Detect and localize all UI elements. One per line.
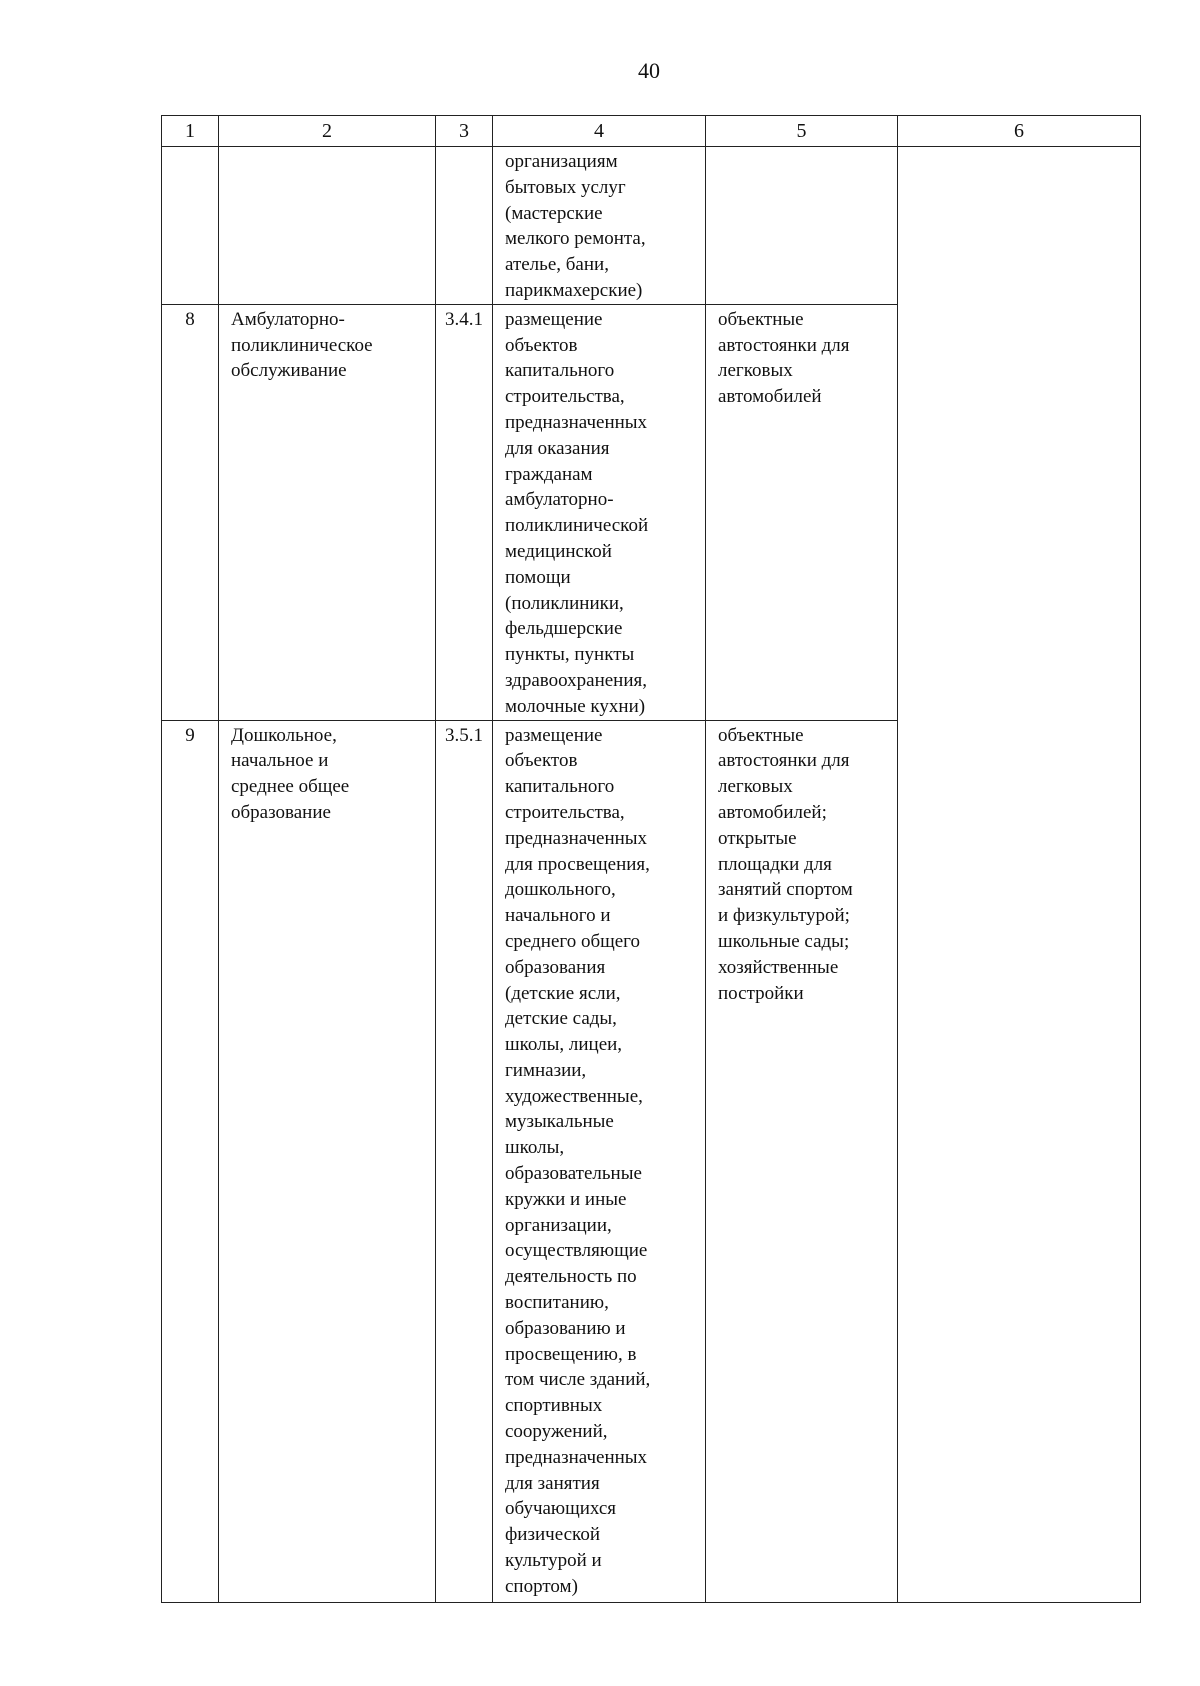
desc-line: образовательные	[505, 1163, 642, 1185]
desc-line: среднего общего	[505, 930, 641, 952]
desc-line: музыкальные	[505, 1111, 614, 1133]
desc-line: здравоохранения,	[505, 669, 647, 691]
desc-line: кружки и иные	[505, 1188, 627, 1210]
header-cell-1: 1	[162, 116, 219, 147]
desc-line: гражданам	[505, 463, 593, 485]
desc-line: бытовых услуг	[505, 176, 626, 198]
name-line: Дошкольное,	[231, 724, 337, 746]
desc-line: предназначенных	[505, 1446, 648, 1468]
desc-line: осуществляющие	[505, 1240, 648, 1262]
desc-line: предназначенных	[505, 411, 648, 433]
row-auxiliary-use	[706, 720, 898, 1602]
header-cell-3: 3	[436, 116, 493, 147]
desc-line: спортивных	[505, 1395, 603, 1417]
row-description	[493, 304, 706, 720]
name-line: Амбулаторно-	[231, 308, 345, 330]
desc-line: помощи	[505, 566, 571, 588]
aux-line: легковых	[718, 360, 793, 382]
header-cell-4: 4	[493, 116, 706, 147]
desc-line: школы,	[505, 1137, 565, 1159]
desc-line: обучающихся	[505, 1498, 617, 1520]
aux-line: объектные	[718, 308, 804, 330]
row-name	[219, 720, 436, 1602]
aux-line: легковых	[718, 776, 793, 798]
desc-line: для просвещения,	[505, 853, 650, 875]
desc-line: (мастерские	[505, 202, 603, 224]
desc-line: для оказания	[505, 437, 610, 459]
aux-line: автомобилей;	[718, 801, 827, 823]
header-cell-6: 6	[898, 116, 1141, 147]
desc-line: (детские ясли,	[505, 982, 621, 1004]
name-line: поликлиническое	[231, 334, 373, 356]
desc-line: парикмахерские)	[505, 279, 643, 301]
aux-line: хозяйственные	[718, 956, 839, 978]
desc-line: деятельность по	[505, 1266, 637, 1288]
name-line: среднее общее	[231, 776, 350, 798]
desc-line: фельдшерские	[505, 618, 623, 640]
aux-line: автостоянки для	[718, 750, 850, 772]
name-line: обслуживание	[231, 360, 347, 382]
desc-line: капитального	[505, 776, 615, 798]
cell-continuation-desc	[493, 147, 706, 305]
row-name	[219, 304, 436, 720]
name-line: начальное и	[231, 750, 329, 772]
desc-line: школы, лицеи,	[505, 1034, 623, 1056]
aux-line: школьные сады;	[718, 930, 850, 952]
aux-line: постройки	[718, 982, 804, 1004]
desc-line: для занятия	[505, 1472, 600, 1494]
aux-line: занятий спортом	[718, 879, 853, 901]
table-row-continuation	[162, 147, 1141, 305]
desc-line: просвещению, в	[505, 1343, 637, 1365]
row-code: 3.4.1	[436, 304, 493, 720]
page-number: 40	[638, 58, 660, 83]
aux-line: открытые	[718, 827, 797, 849]
aux-line: автомобилей	[718, 386, 822, 408]
desc-line: поликлинической	[505, 515, 649, 537]
desc-line: спортом)	[505, 1575, 578, 1597]
desc-line: капитального	[505, 360, 615, 382]
desc-line: объектов	[505, 334, 578, 356]
desc-line: пункты, пункты	[505, 644, 635, 666]
desc-line: начального и	[505, 905, 611, 927]
desc-line: (поликлиники,	[505, 592, 624, 614]
desc-line: медицинской	[505, 540, 612, 562]
row-number: 9	[162, 720, 219, 1602]
desc-line: физической	[505, 1524, 600, 1546]
table-header-row	[162, 116, 1141, 147]
desc-line: организации,	[505, 1214, 612, 1236]
desc-line: образования	[505, 956, 606, 978]
cell-col6-merged	[898, 147, 1141, 1603]
cell-continuation-name	[219, 147, 436, 305]
desc-line: художественные,	[505, 1085, 643, 1107]
aux-line: автостоянки для	[718, 334, 850, 356]
row-number: 8	[162, 304, 219, 720]
desc-line: мелкого ремонта,	[505, 228, 646, 250]
row-description	[493, 720, 706, 1602]
desc-line: молочные кухни)	[505, 695, 646, 717]
name-line: образование	[231, 801, 331, 823]
desc-line: строительства,	[505, 386, 625, 408]
desc-line: амбулаторно-	[505, 489, 614, 511]
cell-continuation-code	[436, 147, 493, 305]
desc-line: образованию и	[505, 1317, 626, 1339]
desc-line: культурой и	[505, 1550, 602, 1572]
desc-line: размещение	[505, 308, 603, 330]
desc-line: гимназии,	[505, 1059, 587, 1081]
desc-line: сооружений,	[505, 1421, 608, 1443]
desc-line: ателье, бани,	[505, 254, 609, 276]
cell-continuation-aux	[706, 147, 898, 305]
desc-line: организациям	[505, 151, 618, 172]
header-cell-2: 2	[219, 116, 436, 147]
desc-line: размещение	[505, 724, 603, 746]
row-auxiliary-use	[706, 304, 898, 720]
aux-line: и физкультурой;	[718, 905, 850, 927]
aux-line: объектные	[718, 724, 804, 746]
row-code: 3.5.1	[436, 720, 493, 1602]
aux-line: площадки для	[718, 853, 832, 875]
desc-line: предназначенных	[505, 827, 648, 849]
desc-line: том числе зданий,	[505, 1369, 651, 1391]
desc-line: объектов	[505, 750, 578, 772]
desc-line: дошкольного,	[505, 879, 616, 901]
document-table	[161, 115, 1141, 1603]
desc-line: детские сады,	[505, 1008, 617, 1030]
desc-line: строительства,	[505, 801, 625, 823]
desc-line: воспитанию,	[505, 1292, 609, 1314]
header-cell-5: 5	[706, 116, 898, 147]
cell-continuation-num	[162, 147, 219, 305]
